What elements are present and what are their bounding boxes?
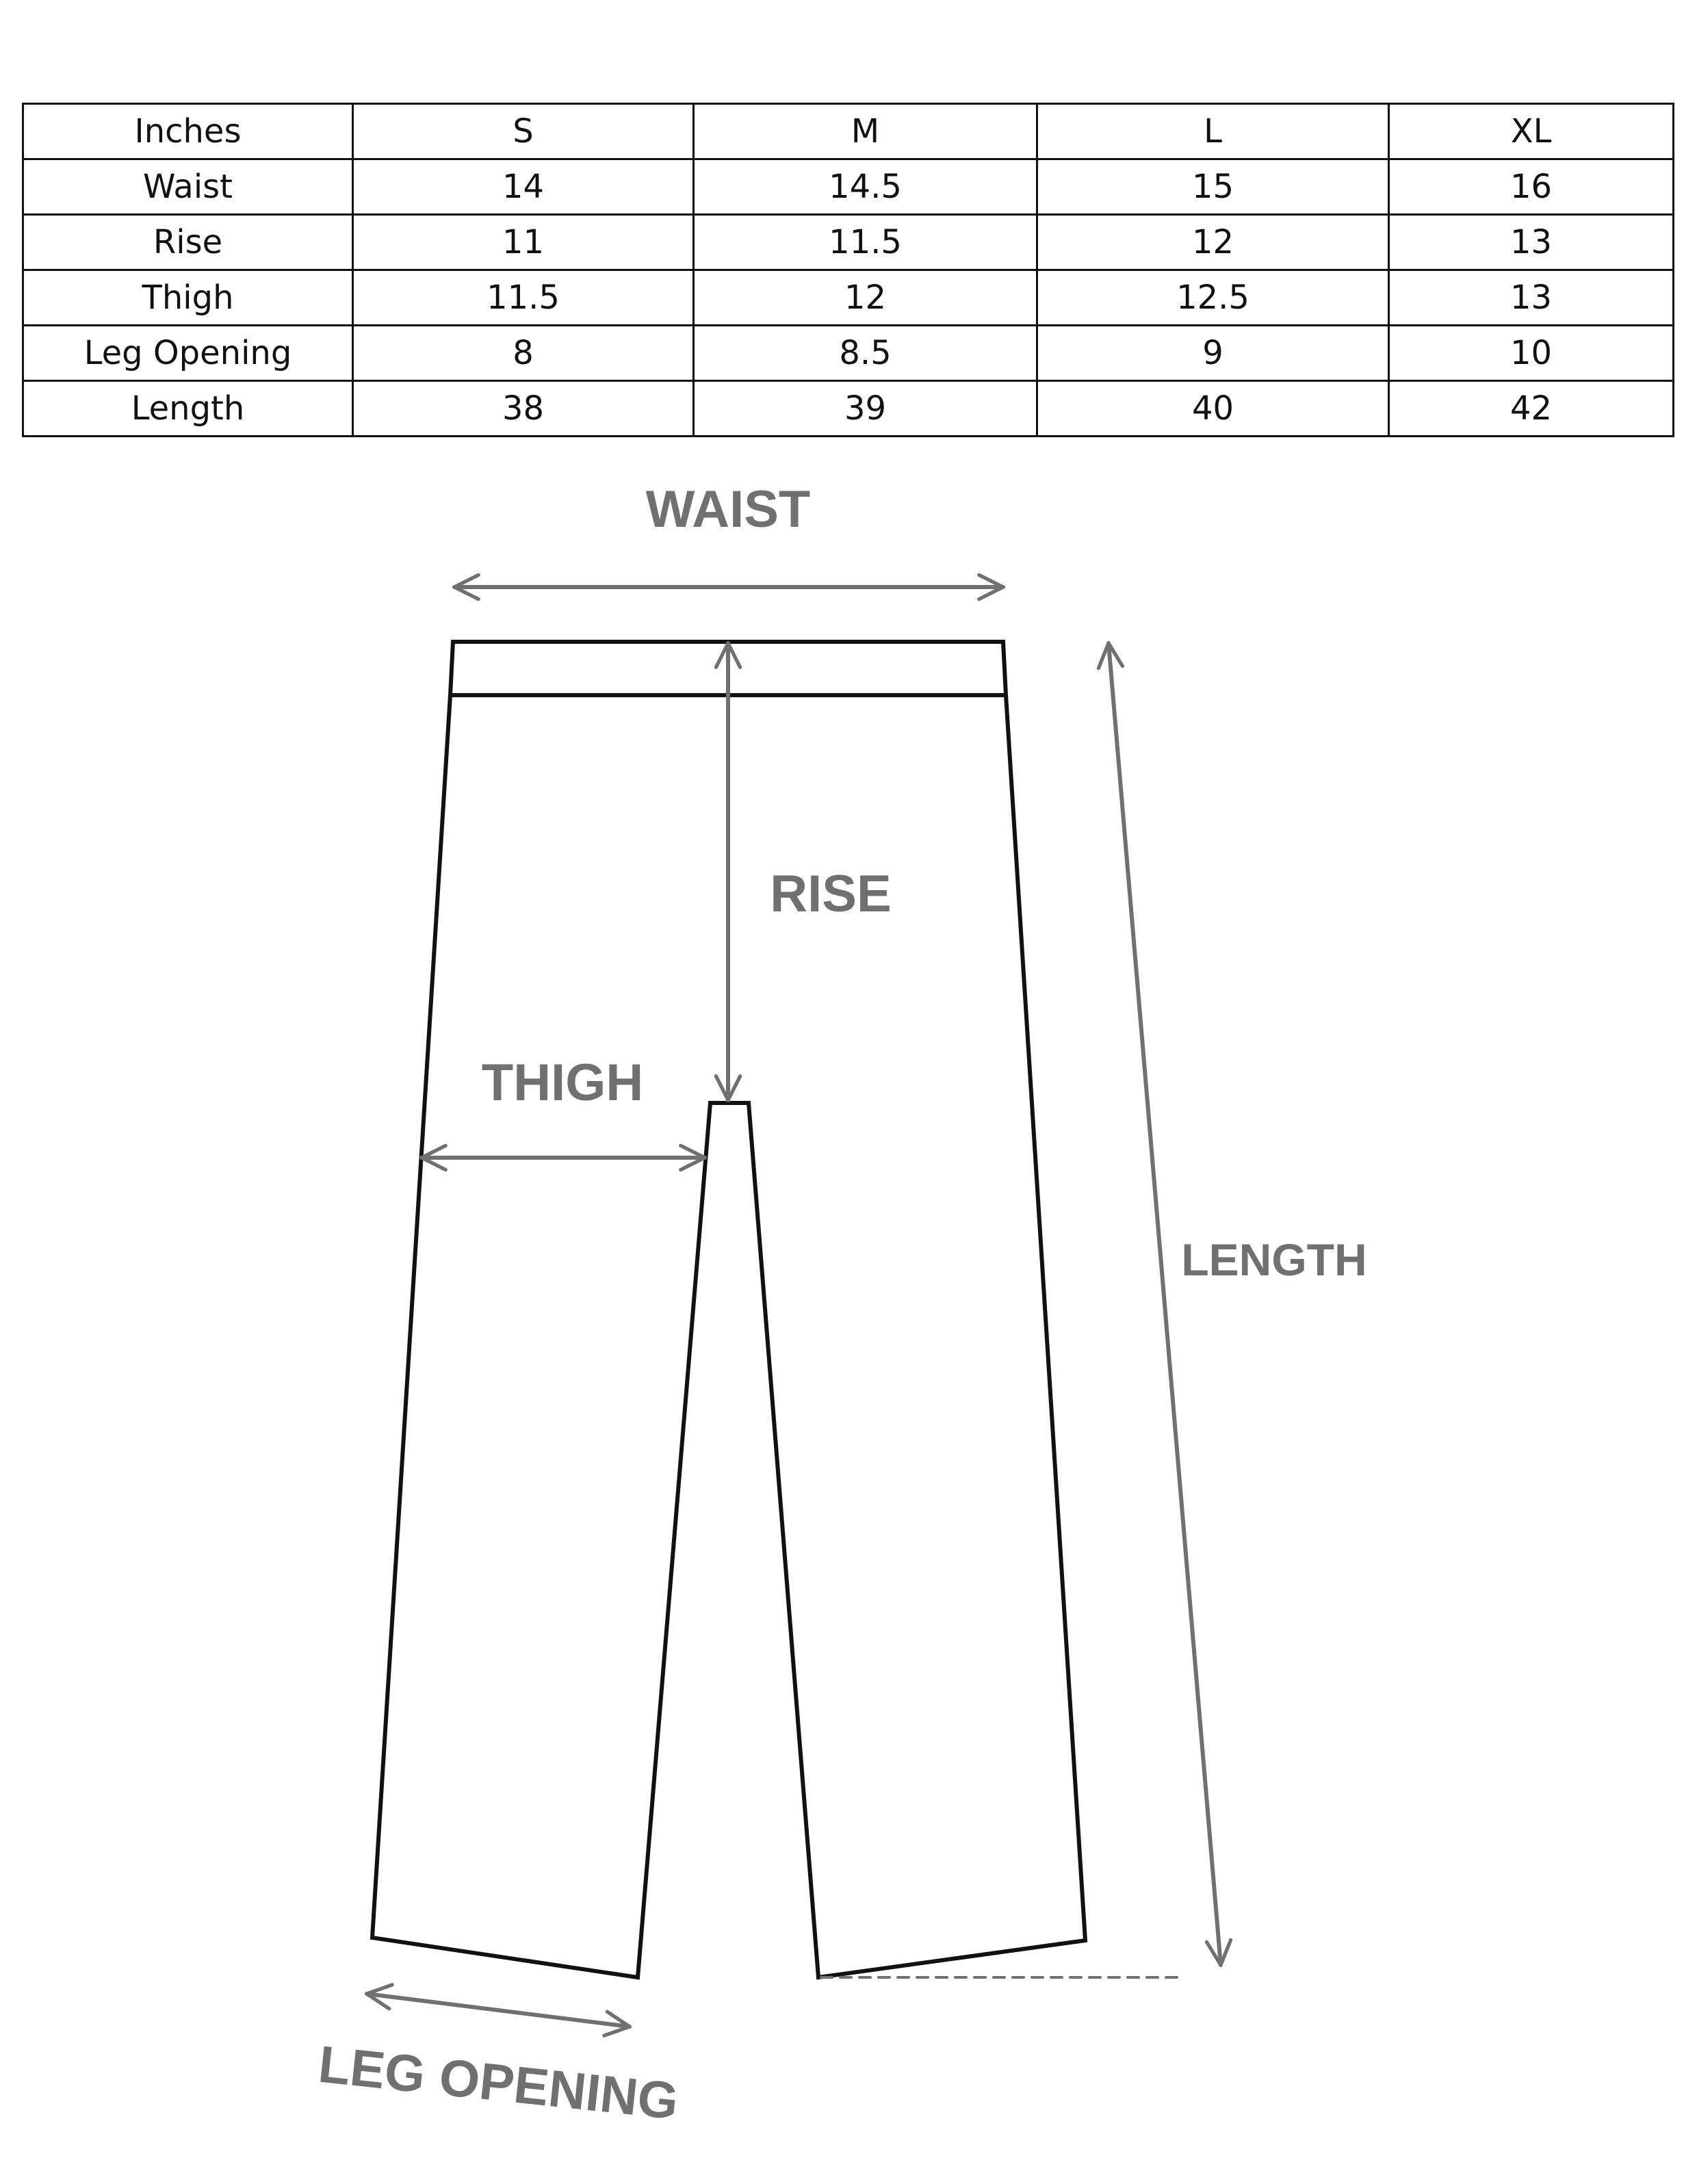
- table-cell: 8: [353, 326, 694, 381]
- measurement-arrows: [367, 587, 1221, 2027]
- table-cell: 9: [1037, 326, 1389, 381]
- table-cell: 12: [1037, 215, 1389, 270]
- table-cell: 15: [1037, 159, 1389, 215]
- waist-label: WAIST: [645, 480, 811, 538]
- table-cell: 10: [1389, 326, 1674, 381]
- thigh-label: THIGH: [481, 1054, 644, 1112]
- table-cell: Waist: [23, 159, 353, 215]
- table-cell: 11.5: [694, 215, 1037, 270]
- table-cell: 12: [694, 270, 1037, 326]
- table-cell: 13: [1389, 270, 1674, 326]
- table-cell: 12.5: [1037, 270, 1389, 326]
- leg-opening-arrow: [367, 1994, 630, 2027]
- table-cell: 14: [353, 159, 694, 215]
- table-cell: Thigh: [23, 270, 353, 326]
- table-cell: 8.5: [694, 326, 1037, 381]
- table-cell: 40: [1037, 381, 1389, 437]
- table-cell: 42: [1389, 381, 1674, 437]
- table-cell: 14.5: [694, 159, 1037, 215]
- table-cell: 11.5: [353, 270, 694, 326]
- table-cell: 13: [1389, 215, 1674, 270]
- table-header-cell: Inches: [23, 104, 353, 159]
- table-header-cell: M: [694, 104, 1037, 159]
- rise-label: RISE: [770, 865, 892, 923]
- table-cell: 39: [694, 381, 1037, 437]
- table-header-cell: XL: [1389, 104, 1674, 159]
- table-cell: 16: [1389, 159, 1674, 215]
- table-cell: Length: [23, 381, 353, 437]
- table-header-cell: L: [1037, 104, 1389, 159]
- table-cell: 38: [353, 381, 694, 437]
- table-header-cell: S: [353, 104, 694, 159]
- table-cell: Leg Opening: [23, 326, 353, 381]
- length-label: LENGTH: [1181, 1234, 1367, 1285]
- table-cell: Rise: [23, 215, 353, 270]
- table-cell: 11: [353, 215, 694, 270]
- leg-opening-label: LEG OPENING: [315, 2035, 682, 2131]
- length-arrow: [1109, 643, 1221, 1965]
